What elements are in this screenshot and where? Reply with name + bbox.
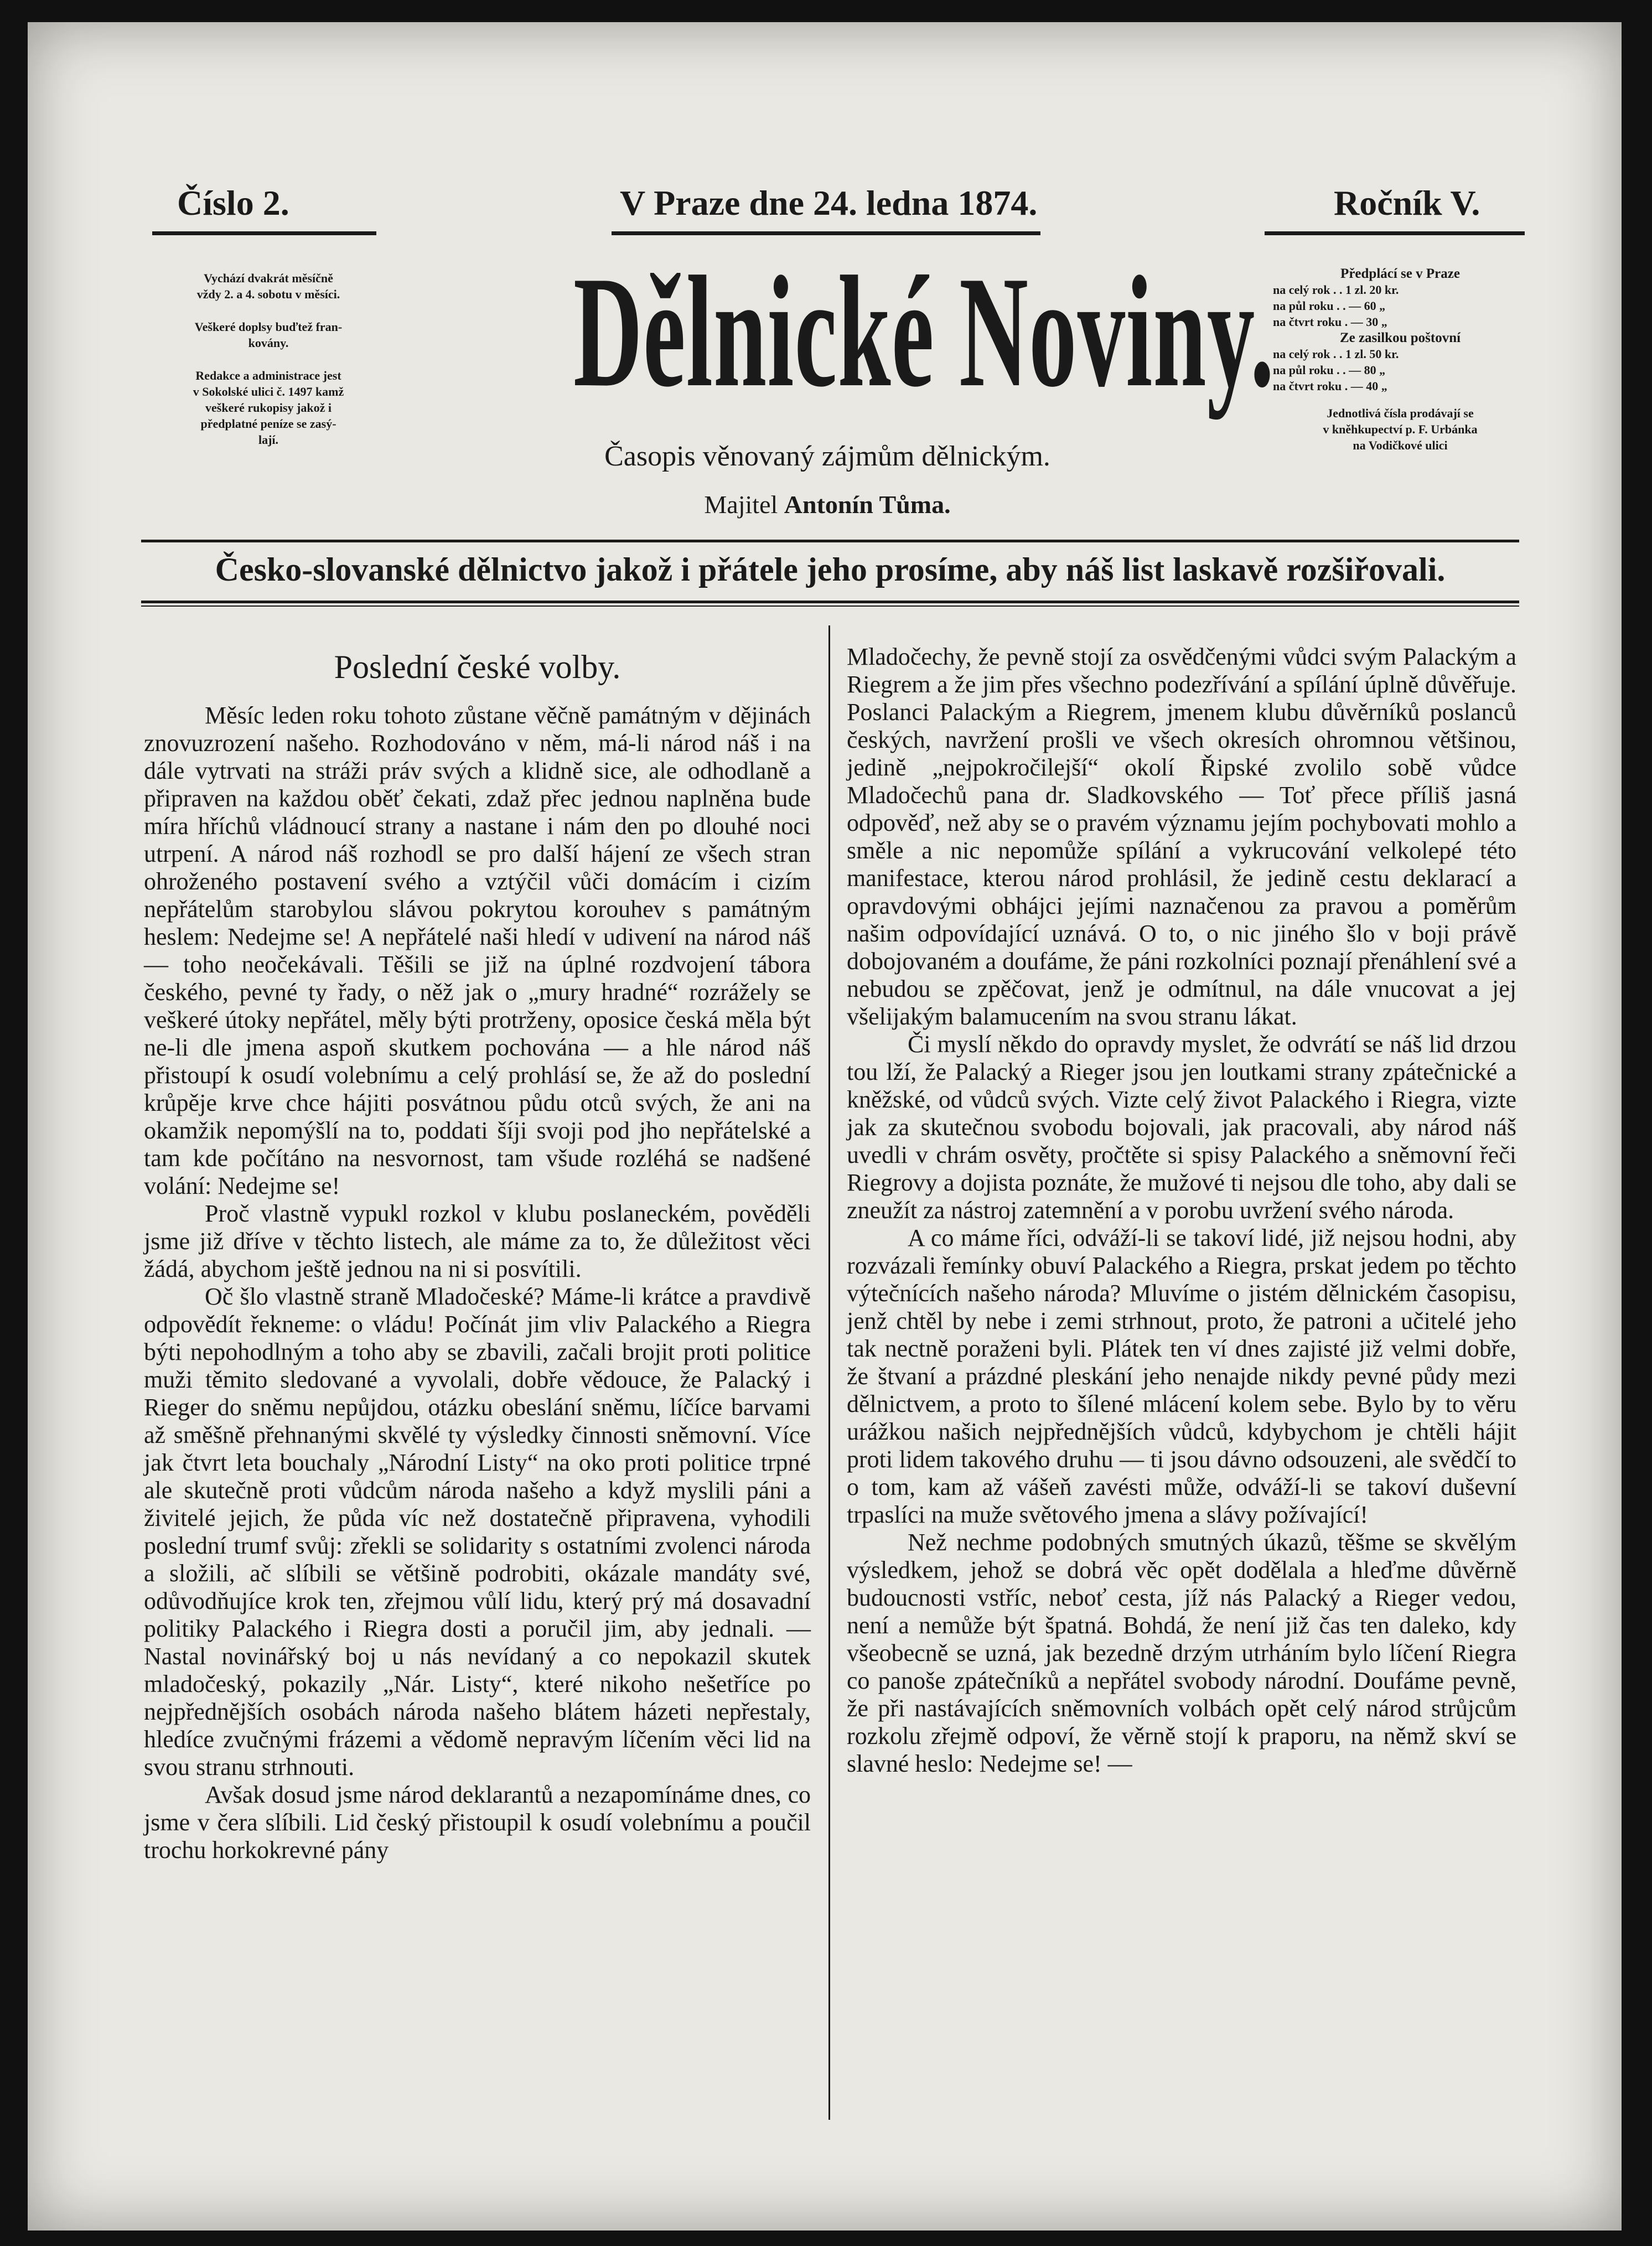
subscription-notes: [1273, 266, 1527, 453]
note-line: na celý rok . . 1 zl. 50 kr.: [1273, 347, 1399, 361]
publication-notes: [166, 270, 371, 448]
appeal-banner: Česko-slovanské dělnictvo jakož i přátele jeho prosíme, aby náš list laskavě rozšiřovali.: [215, 551, 1446, 588]
header-rule-center: [612, 231, 1040, 235]
article-paragraph: Či myslí někdo do opravdy myslet, že odvrátí se náš lid drzou tou lží, že Palacký a Rieger jsou jen loutkami strany zpátečnické a kněžské, od vůdců svých. Vizte celý život Palackého i Riegra, vizte jak za skutečnou svobodu bojovali, jak pracovali, aby národ náš uvedli v chrám osvěty, pročtěte si spisy Palackého a sněmovní řeči Riegrovy a dojista poznáte, že mužové ti nejsou dle toho, aby dali se zneužít za nástroj zatemnění a v porobu uvržení svého národa.: [847, 1031, 1516, 1224]
appeal-rule-bottom-thin: [141, 606, 1519, 607]
note-line: na celý rok . . 1 zl. 20 kr.: [1273, 283, 1399, 297]
issue-number: Číslo 2.: [177, 183, 289, 222]
note-line: vždy 2. a 4. sobotu v měsíci.: [196, 287, 340, 301]
note-line: v Sokolské ulici č. 1497 kamž: [193, 385, 344, 399]
note-line: na čtvrt roku . — 40 „: [1273, 379, 1387, 393]
article-left-column: [144, 642, 811, 1864]
note-line: lají.: [258, 433, 279, 447]
note-line: na čtvrt roku . — 30 „: [1273, 315, 1387, 329]
note-line: na půl roku . . — 60 „: [1273, 299, 1386, 313]
note-heading: Ze zasilkou poštovní: [1339, 330, 1461, 345]
note-line: na Vodičkové ulici: [1353, 438, 1448, 452]
note-line: Veškeré doplsy buďtež fran-: [194, 320, 343, 334]
issue-date: V Praze dne 24. ledna 1874.: [620, 183, 1038, 222]
note-line: předplatné peníze se zasý-: [200, 417, 336, 431]
note-line: v kněhkupectví p. F. Urbánka: [1323, 422, 1478, 436]
article-title: Poslední české volby.: [334, 649, 621, 685]
note-line: Jednotlivá čísla prodávají se: [1327, 406, 1474, 420]
owner-label: Majitel: [704, 490, 778, 519]
article-paragraph: Avšak dosud jsme národ deklarantů a nezapomínáme dnes, co jsme v čera slíbili. Lid český přistoupil k osudí volebnímu a poučil trochu horkokrevné pány: [144, 1781, 811, 1864]
appeal-rule-bottom: [141, 601, 1519, 603]
article-paragraph: Proč vlastně vypukl rozkol v klubu poslaneckém, pověděli jsme již dříve v těchto listech, ale máme za to, že důležitost věci žádá, abychom ještě jednou na ni si posvítili.: [144, 1200, 811, 1282]
note-line: Vychází dvakrát měsíčně: [204, 271, 333, 285]
article-paragraph: Než nechme podobných smutných úkazů, těšme se skvělým výsledkem, jehož se dobrá věc opět dodělala a hleďme důvěrně budoucnosti vstříc, neboť cesta, jíž nás Palacký a Rieger vedou, není a nemůže být špatná. Bohdá, že není již čas ten daleko, kdy všeobecně se uzná, jak bezedně drzým utrháním bylo líčení Riegra co panoše zpátečníků a nepřátel svobody národní. Doufáme pevně, že při nastávajících sněmovních volbách opět celý národ strůjcům rozkolu zřejmě odpoví, že věrně stojí k praporu, na němž skví se slavné heslo: Nedejme se! —: [847, 1529, 1516, 1777]
note-line: Redakce a administrace jest: [195, 369, 341, 382]
article-paragraph: Mladočechy, že pevně stojí za osvědčenými vůdci svým Palackým a Riegrem a že jim přes všechno podezřívání a spílání úplně důvěřuje. Poslanci Palackým a Riegrem, jmenem klubu důvěrníků poslanců českých, navržení prošli ve všech okresích ohromnou většinou, jedině „nejpokročilejší“ okolí Řipské zvolilo sobě vůdce Mladočechů pana dr. Sladkovského — Toť přece příliš jasná odpověď, než aby se o pravém významu jejím pochybovati mohlo a směle a nic nepomůže spílání a vykrucování velkolepé této manifestace, kterou národ prohlásil, že jedině cestu deklarací a opravdovými obhájci jejími naznačenou za pravou a poměrům našim odpovídající uznává. O to, o nic jiného šlo v boji právě dobojovaném a doufáme, že páni rozkolníci poznají přenáhlení své a nebudou se zpěčovat, jenž je odmítnul, na dále vnucovat a jej všelijakým balamucením na svou stranu lákat.: [847, 643, 1516, 1030]
column-divider: [828, 625, 830, 2120]
newspaper-subtitle: Časopis věnovaný zájmům dělnickým.: [604, 441, 1050, 472]
appeal-rule-top: [141, 540, 1519, 542]
article-right-column: [847, 643, 1516, 1778]
article-paragraph: Měsíc leden roku tohoto zůstane věčně památným v dějinách znovuzrození našeho. Rozhodováno v něm, má-li národ náš i na dále vytrvati na stráži práv svých a klidně sice, ale odhodlaně a připraven na každou oběť čekati, zdaž přec jednou naplněna bude míra hříchů vládnoucí strany a nastane i nám den po dlouhé noci utrpení. A národ náš rozhodl se pro další hájení ze všech stran ohroženého postavení svého a vztýčil vůči domácím i cizím nepřátelům starobylou slávou pokrytou korouhev s památným heslem: Nedejme se! A nepřátelé naši hledí v udivení na národ náš — toho neočekávali. Těšili se již na úplné rozdvojení tábora českého, pevné ty řady, o něž jak o „mury hradné“ rozrážely se veškeré útoky nepřátel, měly býti protrženy, oposice česká měla být ne-li dle jmena aspoň skutkem pochována — a hle národ náš přistoupí k osudí volebnímu a celý prohlásí se, že až do poslední krůpěje krve chce hájiti posvátnou půdu otců svých, že ani na okamžik nepomýšlí na to, poddati šíji svoji pod jho nepřátelské a tam kde počítáno na nesvornost, tam všude rozléhá se nadšené volání: Nedejme se!: [144, 702, 811, 1199]
note-line: veškeré rukopisy jakož i: [205, 401, 332, 415]
article-paragraph: A co máme říci, odváží-li se takoví lidé, již nejsou hodni, aby rozvázali řemínky obuví Palackého a Riegra, prskat jedem po těchto výtečnících našeho národa? Mluvíme o jistém dělnickém časopisu, jenž chtěl by nebe i zemi strhnout, proto, že patroni a učitelé jeho tak nectně poraženi byli. Plátek ten ví dnes zajisté již velmi dobře, že štvaní a prázdné pleskání jeho nenajde nikdy pevné půdy mezi dělnictvem, a proto to šílené mlácení kolem sebe. Bylo by to věru urážkou našich nejpřednějších vůdců, kdybychom je chtěli hájit proti lidem takového druhu — ti jsou dávno odsouzeni, ale svědčí to o tom, kam až vášeň zavésti může, odváží-li se takoví duševní trpaslíci na muže světového jmena a slávy požívající!: [847, 1224, 1516, 1528]
note-line: na půl roku . . — 80 „: [1273, 363, 1386, 377]
header-rule-right: [1265, 231, 1525, 235]
owner-line: [459, 490, 1195, 519]
owner-name: Antonín Tůma.: [784, 490, 951, 519]
article-paragraph: Oč šlo vlastně straně Mladočeské? Máme-li krátce a pravdivě odpovědít řekneme: o vládu! Počínát jim vliv Palackého a Riegra býti nepohodlným a toho aby se zbavili, začali brojit proti politice muži těmito sledované a vyvolali, dobře vědouce, že Palacký i Rieger do sněmu nepůjdou, otázku obeslání sněmu, líčíce barvami až směšně přehnanými skvělé ty výsledky činnosti sněmovní. Více jak čtvrt leta bouchaly „Národní Listy“ na oko proti politice trpné ale skutečně proti vůdcům národa našeho a když myslili páni a živitelé jejich, že půda víc než dostatečně připravena, vyhodili poslední trumf svůj: zřekli se solidarity s ostatními zvolenci národa a složili, ač slíbili se většině podrobiti, okázale mandáty své, odůvodňujíce krok ten, zřejmou vůlí lidu, který prý má dosavadní politiky Palackého i Riegra dosti a poručil jim, aby jednali. — Nastal novinářský boj u nás nevídaný a co nepokazil skutek mladočeský, pokazily „Nár. Listy“, které nikoho nešetříce po nejpřednějších osobách národa našeho blátem házeti nepřestaly, hledíce zvučnými frázemi a vědomě nepravým líčením věci lid na svou stranu strhnouti.: [144, 1283, 811, 1781]
newspaper-title: Dělnické Noviny.: [573, 244, 1275, 420]
header-rule-left: [152, 231, 376, 235]
note-line: kovány.: [248, 336, 289, 350]
note-heading: Předplácí se v Praze: [1340, 266, 1460, 281]
volume-number: Ročník V.: [1334, 183, 1480, 222]
